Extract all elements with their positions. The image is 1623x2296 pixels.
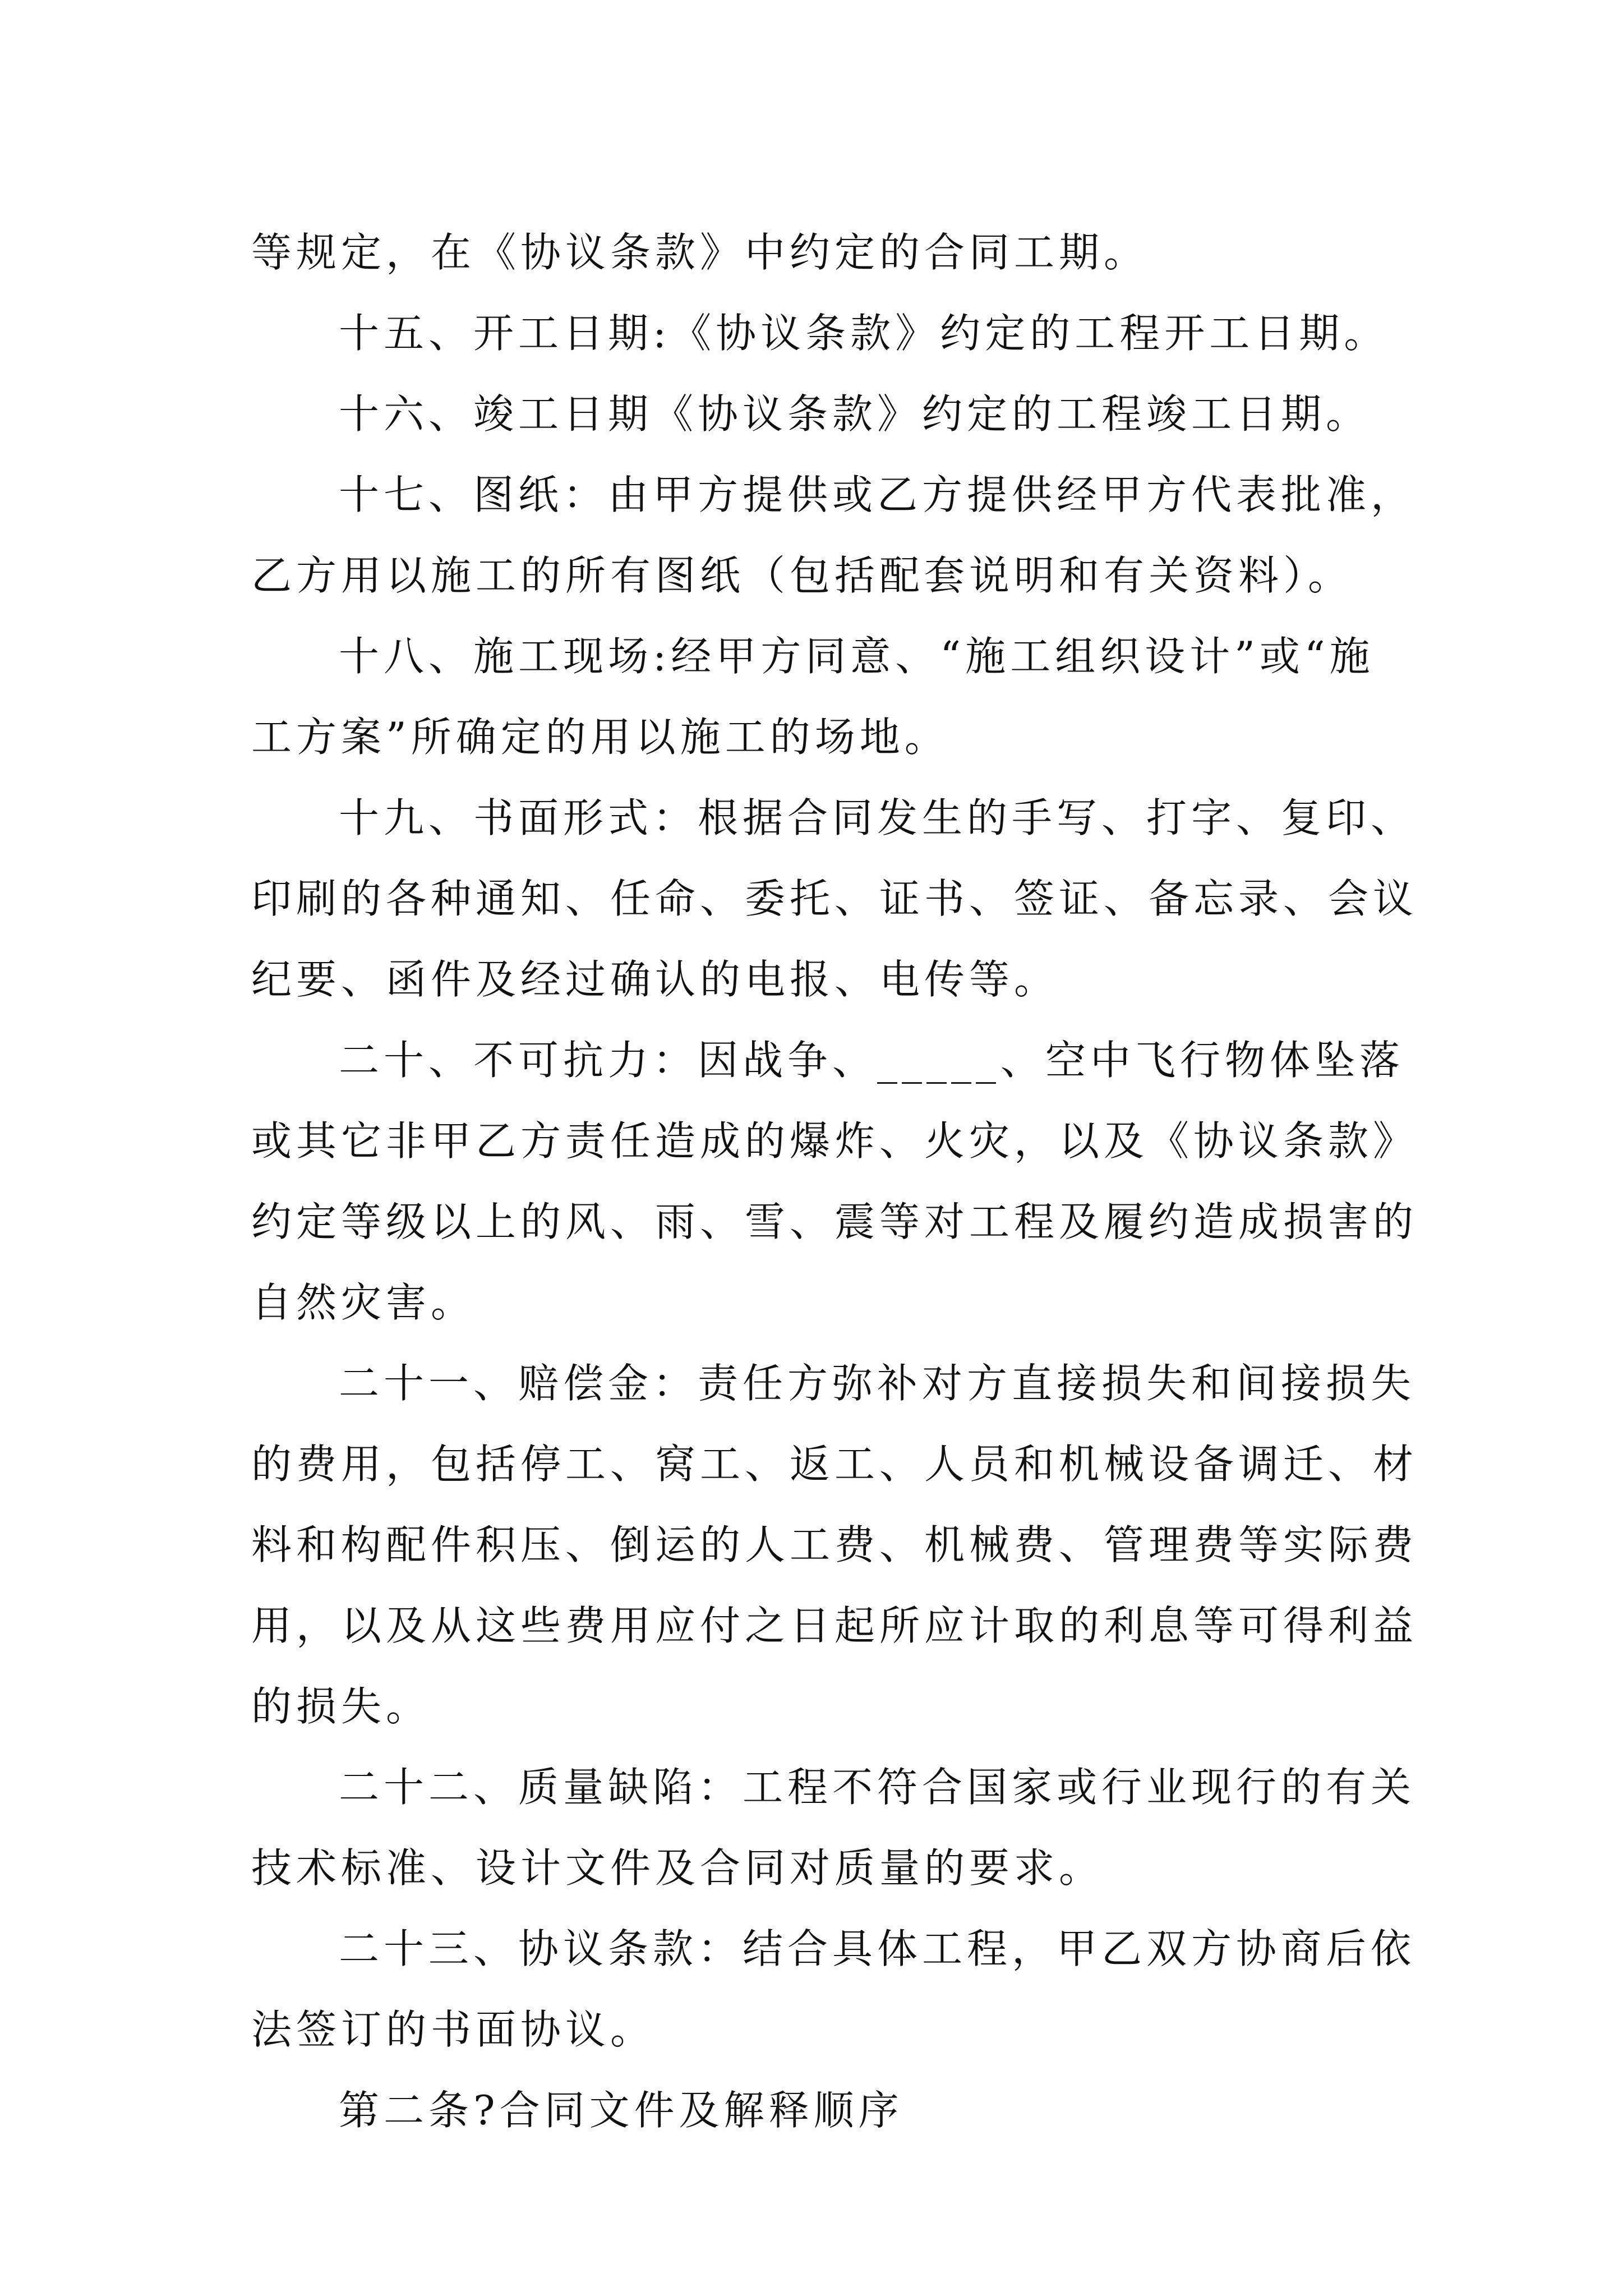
text-line: 料和构配件积压、倒运的人工费、机械费、管理费等实际费 bbox=[251, 1521, 1418, 1568]
text-line: 用，以及从这些费用应付之日起所应计取的利息等可得利益 bbox=[251, 1602, 1418, 1649]
text-line: 工方案”所确定的用以施工的场地。 bbox=[251, 714, 949, 761]
clause-19-line: 十九、书面形式：根据合同发生的手写、打字、复印、 bbox=[339, 794, 1416, 841]
text-line: 技术标准、设计文件及合同对质量的要求。 bbox=[251, 1844, 1104, 1892]
clause-22-line: 二十二、质量缺陷：工程不符合国家或行业现行的有关 bbox=[339, 1764, 1416, 1811]
text-line: 乙方用以施工的所有图纸（包括配套说明和有关资料）。 bbox=[251, 552, 1353, 599]
section-heading: 第二条?合同文件及解释顺序 bbox=[339, 2087, 903, 2134]
text-line: 的费用，包括停工、窝工、返工、人员和机械设备调迁、材 bbox=[251, 1441, 1418, 1488]
text-line: 等规定，在《协议条款》中约定的合同工期。 bbox=[251, 229, 1149, 276]
clause-16-line: 十六、竣工日期《协议条款》约定的工程竣工日期。 bbox=[339, 390, 1371, 438]
text-line: 自然灾害。 bbox=[251, 1279, 476, 1326]
text-line: 约定等级以上的风、雨、雪、震等对工程及履约造成损害的 bbox=[251, 1198, 1418, 1245]
text-line: 的损失。 bbox=[251, 1683, 431, 1730]
clause-20-line: 二十、不可抗力：因战争、_____、空中飞行物体坠落 bbox=[339, 1037, 1405, 1084]
clause-23-line: 二十三、协议条款：结合具体工程，甲乙双方协商后依 bbox=[339, 1925, 1416, 1972]
clause-18-line: 十八、施工现场:经甲方同意、“施工组织设计”或“施 bbox=[339, 633, 1375, 680]
clause-15-line: 十五、开工日期:《协议条款》约定的工程开工日期。 bbox=[339, 310, 1389, 357]
text-line: 印刷的各种通知、任命、委托、证书、签证、备忘录、会议 bbox=[251, 875, 1418, 922]
clause-17-line: 十七、图纸：由甲方提供或乙方提供经甲方代表批准， bbox=[339, 471, 1416, 518]
text-line: 或其它非甲乙方责任造成的爆炸、火灾，以及《协议条款》 bbox=[251, 1117, 1418, 1165]
document-body bbox=[251, 212, 1418, 2151]
text-line: 纪要、函件及经过确认的电报、电传等。 bbox=[251, 956, 1059, 1003]
clause-21-line: 二十一、赔偿金：责任方弥补对方直接损失和间接损失 bbox=[339, 1360, 1416, 1407]
text-line: 法签订的书面协议。 bbox=[251, 2006, 656, 2053]
